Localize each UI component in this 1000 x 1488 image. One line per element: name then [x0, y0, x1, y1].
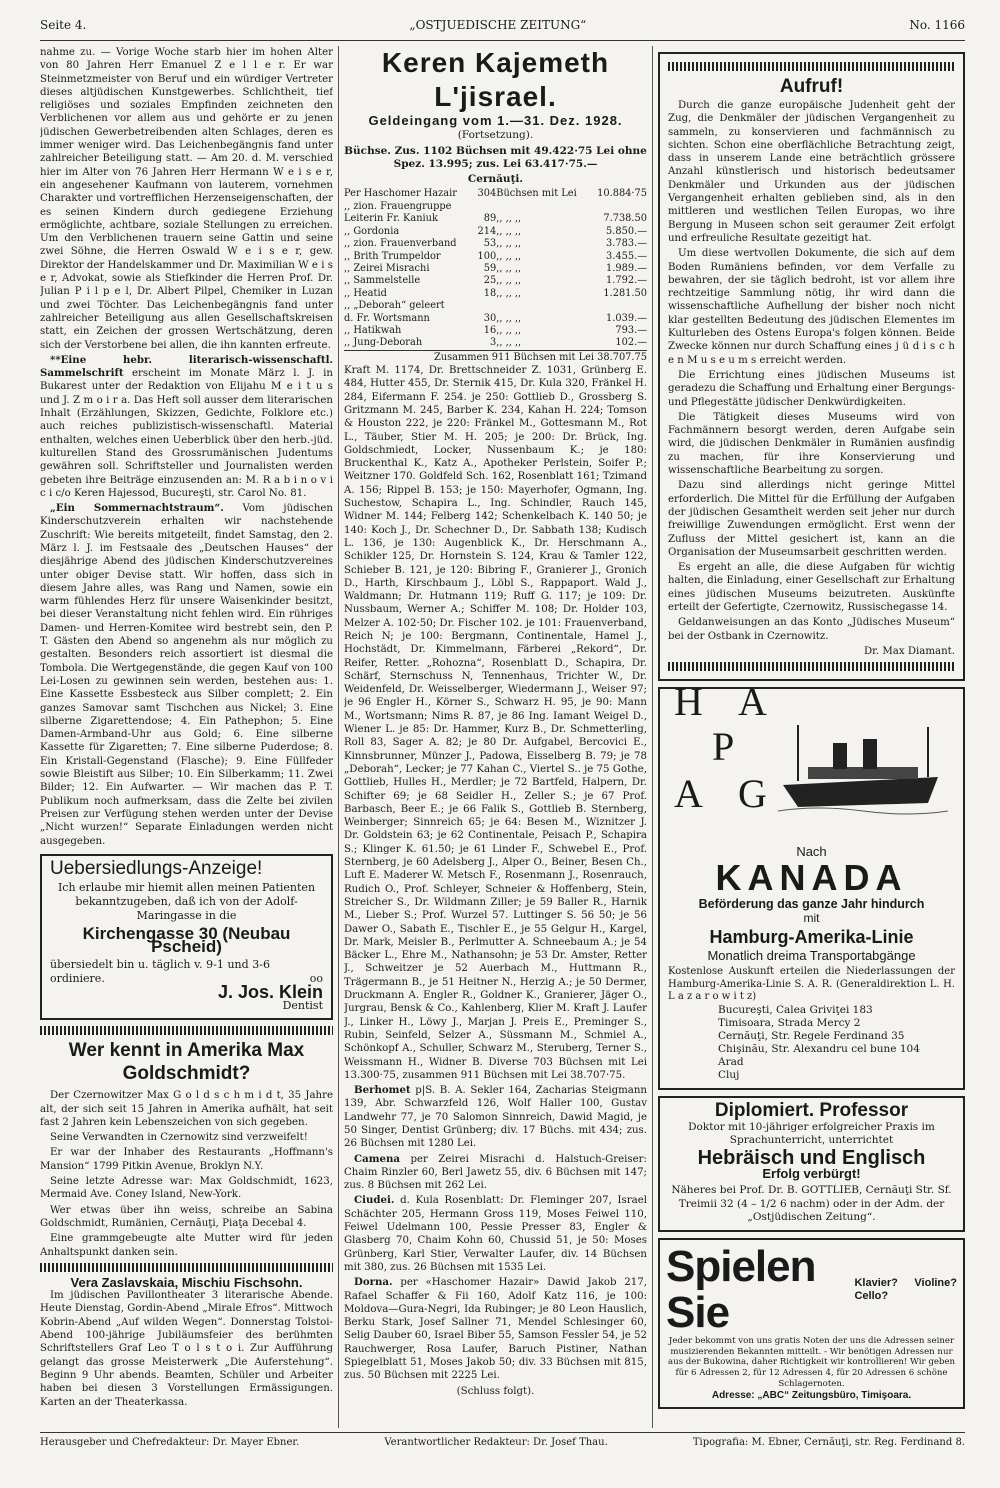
collection-unit: ,, ,, ,, — [496, 312, 522, 324]
collection-amount — [589, 300, 647, 312]
collection-unit: ,, ,, ,, — [496, 225, 522, 237]
page-footer — [40, 1432, 965, 1448]
literary-lead: **Eine hebr. literarisch-wissenschaftl. Sammelschrift — [40, 353, 333, 380]
collection-row — [344, 300, 647, 312]
berhomet-entry — [344, 1084, 647, 1150]
collection-count — [475, 201, 497, 213]
collection-count: 30 — [483, 312, 497, 324]
office-address: Bucureşti, Calea Griviţei 183 — [718, 1003, 873, 1016]
collection-row — [344, 188, 647, 200]
professor-contact: Näheres bei Prof. Dr. B. GOTTLIEB, Cernăuţi Str. Sf. Treimii 32 (4 – 1/2 6 nachm) oder in der Adm. der „Ostjüdischen Zeitung“. — [671, 1184, 952, 1223]
collection-row — [344, 313, 647, 325]
collection-unit — [496, 300, 589, 312]
collection-count: 53 — [483, 238, 497, 250]
collection-name: ,, Heatid — [344, 287, 387, 299]
music-offer: Jeder bekommt von uns gratis Noten der uns die Adressen seiner musizierenden Bekannten mitteilt. - Wir benötigen Adressen nur aus der Bukowina, daher Richtigkeit wir kontrollieren! Wir geben für 6 Adressen 2, für 12 Adressen 4, für 20 Adressen 6 schöne Schlagernoten. — [667, 1336, 956, 1389]
appeal-text: Die Tätigkeit dieses Museums wird von Fachmännern besorgt werden, deren Aufgabe sein wird, die jüdischen Denkmäler in Rumänien ausfindig zu machen, für ihre Konservierung und wissenschaftliche Bearbeitung zu sorgen. — [668, 411, 955, 477]
logo-letter: P — [712, 724, 735, 770]
kinder-notice — [40, 502, 333, 848]
collection-name: ,, zion. Frauengruppe — [344, 200, 452, 212]
missing-person-text: Seine Verwandten in Czernowitz sind verzweifelt! — [50, 1132, 308, 1144]
obituary-text: nahme zu. — Vorige Woche starb hier im hohen Alter von 80 Jahren Herr Emanuel Z e l l e r. Er war Steinmetzmeister von Beruf und ein würdiger Vertreter dieses altjüdischen Kunstgewerbes. Schlichtheit, tief religiöses und soziales Empfinden zeichneten den Verblichenen vor allem aus und gehörte er zu jenen jüdischen Gewerbetreibenden alten Schlages, deren es immer weniger wird. Das Leichenbegängnis fand unter zahlreicher Beteiligung statt. — Am 20. d. M. verschied hier im Alter von 76 Jahren Herr Hermann W e i s e r, ein angesehener Kaufmann von lauterem, vornehmen Charakter und vortrefflichen Herzenseigenschaften, der es seinen Kindern durch gediegene Erziehung ermöglichte, achtbare, soziale Stellungen zu erreichen. Um den Verblichenen trauern seine Gattin und seine zwei Söhne, die Herren Oswald W e i s e r, gew. Direktor der Handelskammer und Dr. Maximilian W e i s e r, Advokat, sowie als Stiefkinder die Herren Prof. Dr. Julian P i l p e l, Dr. Albert Pilpel, Chemiker in Luzan und zwei Töchter. Das Leichenbegängnis fand unter zahlreicher Beteiligung aus allen Gesellschaftskreisen statt, ein Zeichen der grossen Wertschätzung, deren sich der Verstorbene bei allen, die ihn kannten erfreute. — [40, 47, 333, 351]
relocation-address: Kirchengasse 30 (Neubau Pscheid) — [82, 924, 291, 957]
collection-count — [475, 300, 497, 312]
collection-name: Leiterin Fr. Kaniuk — [344, 213, 438, 225]
collection-count: 59 — [483, 262, 497, 274]
theater-title: Vera Zaslavskaia, Mischiu Fischsohn. — [70, 1274, 303, 1290]
place-name: Camena — [354, 1152, 400, 1165]
collection-name: ,, Gordonia — [344, 225, 400, 237]
collection-count: 100 — [477, 250, 497, 262]
collection-amount: 1.281.50 — [603, 287, 647, 299]
appeal-signature: Dr. Max Diamant. — [863, 645, 955, 657]
appeal-text: Die Errichtung eines jüdischen Museums ist geradezu die Schaffung und Erhaltung einer Bergungs- und Pflegestätte jüdischer Denkwürdigkeiten. — [668, 369, 955, 408]
ciudei-entry — [344, 1194, 647, 1274]
missing-person-text: Er war der Inhaber des Restaurants „Hoffmann's Mansion“ 1799 Pitkin Avenue, Broklyn N.Y. — [40, 1147, 333, 1172]
hapag-info: Kostenlose Auskunft erteilen die Niederlassungen der Hamburg-Amerika-Linie S. A. R. (Generaldirektion L. H. L a z a r o w i t z) — [668, 966, 955, 1003]
relocation-oo: oo — [309, 971, 323, 985]
logo-letter: A — [674, 771, 703, 817]
collection-row — [344, 288, 647, 300]
missing-person-text: Wer etwas über ihn weiss, schreibe an Sabina Goldschmidt, Rumänien, Cernăuţi, Piaţa Decebal 4. — [40, 1204, 333, 1229]
collection-unit: ,, ,, ,, — [496, 287, 522, 299]
missing-person-text: Eine grammgebeugte alte Mutter wird für jeden Anhaltspunkt danken sein. — [40, 1233, 333, 1258]
collection-table — [344, 188, 647, 349]
hapag-service: Beförderung das ganze Jahr hindurch — [698, 897, 925, 912]
office-address: Cluj — [718, 1068, 740, 1081]
closing-note: (Schluss folgt). — [456, 1385, 535, 1397]
collection-name: ,, Jung-Deborah — [344, 337, 423, 349]
collection-count: 89 — [483, 213, 497, 225]
appeal-text: Geldanweisungen an das Konto „Jüdisches Museum“ bei der Ostbank in Czernowitz. — [668, 617, 955, 642]
dentist-role: Dentist — [282, 999, 323, 1012]
collection-name: ,, Sammelstelle — [344, 275, 421, 287]
collection-unit: ,, ,, ,, — [496, 213, 522, 225]
collection-amount: 1.989.— — [606, 262, 647, 274]
dentist-name: J. Jos. Klein — [217, 981, 323, 1002]
collection-name: ,, Brith Trumpeldor — [344, 250, 441, 262]
kkl-continued: (Fortsetzung). — [457, 129, 534, 142]
place-name: Ciudei. — [354, 1194, 395, 1207]
page-label: Seite 4. — [40, 18, 87, 32]
appeal-title: Aufruf! — [779, 76, 844, 97]
collection-amount: 3.455.— — [606, 250, 647, 262]
editor: Verantwortlicher Redakteur: Dr. Josef Thau. — [384, 1437, 608, 1448]
collection-total: Zusammen 911 Büchsen mit Lei 38.707.75 — [344, 350, 647, 364]
running-header — [40, 18, 965, 41]
place-text: p|S. B. A. Sekler 164, Zacharias Steigmann 139, Abr. Schwarzfeld 126, Wolf Haller 100, Gustav Landwehr 77, je 70 Salomon Sinnreich, Dawid Magid, je 50 Singer, Dentist Grünberg; div. 17 Büchs. mit 434; zus. 26 Büchsen mit 1280 Lei. — [344, 1085, 647, 1150]
collection-amount: 3.783.— — [606, 238, 647, 250]
collection-count: 25 — [483, 275, 497, 287]
divider — [668, 662, 955, 671]
column-middle — [344, 46, 647, 1428]
collection-count: 3 — [490, 337, 497, 349]
kinder-text: Vom jüdischen Kinderschutzverein erhalten wir nachstehende Zuschrift: Wie bereits mitgeteilt, findet Samstag, den 2. März l. J. im Festsaale des „Deutschen Hauses“ der diesjährige Abend des jüdischen Kinderschutzvereines unter obiger Devise statt. Wir hoffen, dass sich in diesem Jahre alles, was Rang und Namen, sowie ein warm fühlendes Herz für unsere Waisenkinder besitzt, bei dieser Veranstaltung nicht fehlen wird. Ein rühriges Damen- und Herren-Komitee wird bestrebt sein, den P. T. Gästen den Abend so angenehm als nur möglich zu gestalten. Besonders reich assortiert ist diesmal die Tombola. Die Wertgegenstände, die gegen Kauf von 100 Lei-Losen zu gewinnen sein werden, bestehen aus: 1. Eine Kassette Essbesteck aus Silber complett; 2. Ein ganzes Samovar samt Tischchen aus Nickel; 3. Eine silberne Zigarettendose; 4. Ein Pathephon; 5. Eine Damen-Armband-Uhr aus Gold; 6. Eine silberne Kassette für Zigaretten; 7. Eine silberne Puderdose; 8. Ein Kristall-Gegenstand (Flasche); 9. Eine Füllfeder sowie Bleistift aus Silber; 10. Ein Silberkamm; 11. Zwei Bilder; 12. Ein Aufwarter. — Wir machen das P. T. Publikum noch aufmerksam, dass die Zelte bei zivilen Preisen zur Verfügung stehen werden unter der Devise „Nicht wurzen!“ Separate Einladungen werden nicht ausgegeben. — [40, 503, 333, 847]
collection-count: 304 — [477, 188, 497, 200]
collection-name: d. Fr. Wortsmann — [344, 312, 430, 324]
hapag-ad — [658, 679, 965, 1090]
donor-list: Kraft M. 1174, Dr. Brettschneider Z. 1031, Grünberg E. 484, Hutter 455, Dr. Sternik 415, Dr. Kula 320, Fränkel H. 284, Eifermann F. 254. je 250: Gottlieb D., Grossberg S. Gritzmann M. 245, Barber K. 234, Kahan H. 224; Tomson & Houston 222, je 220: Fränkel M., Gottesmann M., Rot L., Täuber, Stier M. H. 205; je 200: Dr. Brück, Ing. Goldschmiedt, Locker, Nussenbaum K.; je 180: Bruckenthal K., Katz A., Apotheker Perlstein, Soifer P.; Weitzner 170. Goldfeld Sch. 162, Rosenblatt 161; Tzimand A. 156; Rippel B. 153; je 150: Mayerhofer, Ogmann, Ing. Suchestow, Schapira L., Ing. Schindler, Rauch 145, Widner M. 144; Felberg 142; Schenkelbach K. 140 50; je 140: Koch J., Dr. Schechner D., Dr. Sabbath 138; Kudisch L. 136, je 130: Augenblick K., Dr. Herschmann A., Schikler 125, Dr. Hornstein S. 124, Krau & Tamler 122, Schieber B. 121, je 120: Bibring F., Granierer J., Gronich D., Harth, Kirschbaum J., Löbl S., Rappaport. Wald J., Waldmann; Dr. Hutmann 119; Ruff G. 117; je 109: Dr. Nussbaum, Werner A.; Schiffer M. 108; Dr. Holder 103, Melzer A. 102·50; Dr. Fischer 102. je 101: Frauenverband, Reich N; je 100: Bergmann, Continentale, Hamel J., Hochstädt, Dr. Kimmelmann, Färberei „Rekord“, Dr. Reifer, Retter. „Rohozna“, Rosenblatt D., Schapira, Dr. Schärf, Sternschuss N, Tennenhaus, Trichter W., Dr. Weidenfeld, Dr. Weisselberger, Wiedermann J., Weiser 97; je 96 Engler H., Körner S., Schwarz H. 95, je 90: Mann M., Wortsmann; Nims R. 87, je 86 Ing. Iamant Weigel D., Wiener L. je 85: Dr. Hammer, Kurz B., Dr. Schmetterling, Roll 83, Sager A. 82; je 80 Dr. Aufgabel, Bercovici E., Kinnsbrunner, Münzer J., Padowa, Eisselberg B. 79; je 78 „Deborah“, Lecker; je 77 Kahan C., Viertel S.. je 75 Gothe, Gottlieb, Hulles H., Merdler; je 72 Bartfeld, Halpern, Dr. Schifter 69; je 68 Seidler H., Zeller S.; je 67 Prof. Barbasch, Beer E.; je 66 Falik S., Gottlieb B. Sternberg, Weinberger; Sinnreich 65; je 64: Besen M., Wiznitzer J. Dr. Goldstein 63; je 62 Continentale, Peisach P., Schapira S.; Klinger K. 61.50; je 61 Linder F., Schwebel E., Prof. Sternberg, je 60 Adelsberg J., Alper O., Beiner, Besen Ch., Luft E. Maderer W. Metsch F., Rosenmann J., Rosenrauch, Rudich O., Prof. Schleyer, Schneier & Hoffenberg, Stein, Streicher S., Dr. Wildmann Ziller; je 59 Baller R., Harnik M., Lieber S.; Prof. Wurzel 57. Luttinger S. 56 50; je 56 Dawer O., Sabath E., Tischler E., je 55 Gelgur H., Kargel, Dr. Mark, Meisler B., Perlmutter A. Schneebaum A.; je 54 Bäcker L., Ehre M., Nathansohn; je 53 Dr. Amster, Retter J., Schweitzer je 52 Auerbach M., Huttmann R., Trägermann B., je 51 Heitner N., Herzig A.; je 50 Dermer, Druckmann A. Engler R., Goldner K., Granierer, Jäger O., Jurgrau, Bensk & Co., Kahlenberg, Klier M. Kraft J. Laufer J., Linker H., Löwy J., Marjan J. Preis E., Preminger S., Rubin, Seinfeld, Selzer A., Süssmann M., Schmiel A., Schönkopf A., Schuller, Schwarz M., Steruberg, Terner S., Weissmann H., Widner B. Diverse 703 Büchsen mit Lei 13.300·75, zusammen 911 Büchsen mit Lei 38.707·75. — [344, 365, 647, 1081]
collection-amount — [589, 201, 647, 213]
collection-row — [344, 275, 647, 287]
theater-text: Im jüdischen Pavillontheater 3 literarische Abende. Heute Dienstag, Gordin-Abend „Mirale Efros“. Mittwoch Kobrin-Abend „Auf wilden Wegen“. Donnerstag Tolstoi-Abend 100-jährige Jubiläumsfeier des berühmten Schriftstellers Graf Leo T o l s t o i. Zur Aufführung gelangt das grosse Meisterwerk „Die Auferstehung“. Beginn 9 Uhr abends. Beamten, Schüler und Arbeiter haben bei diesen 3 Vorstellungen Ermässigungen. Karten an der Theaterkassa. — [40, 1290, 333, 1408]
collection-amount: 1.039.— — [606, 312, 647, 324]
collection-count: 214 — [477, 225, 497, 237]
steamship-icon — [778, 715, 948, 825]
office-address: Chişinău, Str. Alexandru cel bune 104 — [718, 1042, 920, 1055]
relocation-text: Ich erlaube mir hiemit allen meinen Patienten bekanntzugeben, daß ich von der Adolf-Maringasse in die — [57, 881, 316, 923]
professor-title: Diplomiert. Professor — [714, 1099, 909, 1121]
column-right — [658, 46, 965, 1428]
collection-unit: Büchsen mit Lei — [496, 188, 577, 200]
hapag-offices — [668, 1004, 955, 1082]
divider — [40, 1026, 333, 1035]
column-rule — [652, 46, 653, 1428]
collection-count: 16 — [483, 324, 497, 336]
collection-amount: 7.738.50 — [603, 213, 647, 225]
literary-notice — [40, 354, 333, 500]
collection-row — [344, 337, 647, 349]
collection-amount: 102.— — [615, 337, 647, 349]
kkl-title: Keren Kajemeth L'jisrael. — [381, 47, 610, 112]
hapag-line: Hamburg-Amerika-Linie — [709, 927, 914, 948]
appeal-text: Es ergeht an alle, die diese Aufgaben für wichtig halten, die Einladung, einer Gesellschaft zur Erhaltung eines jüdischen Museums beizutreten. Auskünfte erteilt der Gefertigte, Czernowitz, Russischegasse 14. — [668, 562, 955, 613]
hapag-monthly: Monatlich dreima Transportabgänge — [707, 948, 916, 964]
collection-row — [344, 201, 647, 213]
music-ad — [658, 1238, 965, 1408]
printer: Tipografia: M. Ebner, Cernăuţi, str. Reg. Ferdinand 8. — [692, 1437, 965, 1448]
logo-letter: A — [738, 679, 767, 725]
collection-row — [344, 325, 647, 337]
publisher: Herausgeber und Chefredakteur: Dr. Mayer Ebner. — [40, 1437, 300, 1448]
collection-count: 18 — [483, 287, 497, 299]
missing-person-text: Der Czernowitzer Max G o l d s c h m i d t, 35 Jahre alt, der sich seit 15 Jahren in Amerika aufhält, hat seit fast 2 Jahren kein Lebenszeichen von sich gegeben. — [40, 1090, 333, 1128]
appeal-text: Um diese wertvollen Dokumente, die sich auf dem Boden Rumäniens befinden, vor dem Verfalle zu bewahren, der sie täglich bedroht, ist vor allem ihre rechtzeitige Sammlung nötig, ihr wird dann die wissenschaftliche Aufhellung der bisher noch nicht klar gestellten Bedeutung des jüdischen Elementes im Kulturleben des Ostens Europa's folgen können. Beide Zwecke können nur durch Schaffung eines j ü d i s c h e n M u s e u m s erreicht werden. — [668, 248, 955, 366]
collection-name: ,, Zeirei Misrachi — [344, 262, 430, 274]
professor-guarantee: Erfolg verbürgt! — [762, 1166, 861, 1182]
collection-row — [344, 263, 647, 275]
paper-title: „OSTJUEDISCHE ZEITUNG“ — [409, 18, 587, 32]
dorna-entry — [344, 1276, 647, 1382]
professor-languages: Hebräisch und Englisch — [697, 1146, 926, 1169]
literary-text: erscheint im Monate März l. J. in Bukarest unter der Redaktion von Elijahu M e i t u s und J. Z m o i r a. Das Heft soll ausser dem literarischen Inhalt (Erzählungen, Skizzen, Gedichte, Folklore etc.) auch reiches publizistisch-wissenschaftl. Material enthalten, welches einen Ueberblick über den herb.-jüd. kulturellen Stand des Grossrumänischen Judentums gewähren soll. Schriftsteller und Journalisten werden gebeten ihre Beiträge einzusenden an: M. R a b i n o v i c i c/o Keren Hajessod, Bucureşti, str. Carol No. 81. — [40, 368, 333, 499]
divider — [668, 62, 955, 71]
collection-unit: ,, ,, ,, — [496, 250, 522, 262]
missing-person-title: Wer kennt in Amerika Max Goldschmidt? — [68, 1040, 305, 1085]
collection-row — [344, 213, 647, 225]
city-heading: Cernăuţi. — [467, 173, 524, 186]
column-left — [40, 46, 333, 1428]
collection-amount: 1.792.— — [606, 275, 647, 287]
collection-name: Per Haschomer Hazair — [344, 188, 457, 200]
kkl-subtitle: Geldeingang vom 1.—31. Dez. 1928. — [368, 113, 623, 128]
collection-amount: 10.884·75 — [597, 188, 647, 200]
collection-amount: 793.— — [615, 324, 647, 336]
kinder-lead: „Ein Sommernachtstraum“. — [50, 502, 224, 515]
hapag-nach: Nach — [796, 844, 827, 860]
place-name: Berhomet — [354, 1084, 411, 1097]
relocation-ad — [40, 854, 333, 1020]
office-address: Cernăuţi, Str. Regele Ferdinand 35 — [718, 1029, 905, 1042]
column-rule — [338, 46, 339, 1428]
office-address: Arad — [718, 1055, 744, 1068]
appeal-text: Dazu sind allerdings nicht geringe Mittel erforderlich. Die Mittel für die Erfüllung der Aufgaben der jüdischen Gesamtheit werden seit jeher nur durch freiwillige Zuwendungen ermöglicht. Erst wenn der Zufluss der Mittel gesichert ist, kann an die Organisation der Museumsarbeit geschritten werden. — [668, 480, 955, 558]
hapag-kanada: KANADA — [715, 857, 908, 899]
collection-name: ,, zion. Frauenverband — [344, 238, 457, 250]
collection-unit: ,, ,, ,, — [496, 238, 522, 250]
collection-name: ,, Hatikwah — [344, 324, 402, 336]
hapag-mit: mit — [803, 910, 820, 925]
issue-number: No. 1166 — [909, 18, 965, 32]
collection-unit: ,, ,, ,, — [496, 337, 522, 349]
divider — [40, 1263, 333, 1272]
collection-name: ,, „Deborah“ geleert — [344, 300, 445, 312]
missing-person-text: Seine letzte Adresse war: Max Goldschmidt, 1623, Mermaid Ave. Coney Island, New-York. — [40, 1176, 333, 1201]
professor-text: Doktor mit 10-jähriger erfolgreicher Praxis im Sprachunterricht, unterrichtet — [688, 1121, 935, 1147]
relocation-hours: übersiedelt bin u. täglich v. 9-1 und 3-6 ordiniere. — [50, 957, 270, 985]
place-text: d. Kula Rosenblatt: Dr. Fleminger 207, Israel Schächter 205, Hermann Gross 119, Moses Feiwel 110, Feiwel Udelmann 100, Pessie Presser 83, Engler & Glasberg 70, Chaim Kohn 60, Chussid 51, je 50: Moses Grünberg, Karl Stier, Verwalter Laufer, div. 14 Büchsen mit 380, zus. 26 Büchsen mit 1535 Lei. — [344, 1195, 647, 1273]
hapag-logo — [668, 679, 955, 845]
office-address: Timisoara, Strada Mercy 2 — [718, 1016, 861, 1029]
music-headline: Spielen Sie — [666, 1242, 816, 1338]
logo-letter: H — [674, 679, 703, 725]
collection-unit: ,, ,, ,, — [496, 275, 522, 287]
logo-letter: G — [738, 771, 767, 817]
professor-ad — [658, 1096, 965, 1232]
appeal-box — [658, 52, 965, 681]
place-text: per Zeirei Misrachi d. Halstuch-Greiser: Chaim Rinzler 60, Berl Jawetz 55, div. 6 Büchsen mit 147; zus. 8 Büchsen mit 262 Lei. — [344, 1153, 647, 1192]
appeal-text: Durch die ganze europäische Judenheit geht der Zug, die Denkmäler der jüdischen Vergangenheit zu sammeln, zu konservieren und fachmännisch zu sichten. Schon eine oberflächliche Betrachtung zeigt, dass in unserem Lande eine beträchtlich grössere Anzahl künstlerisch und historisch bedeutsamer Denkmäler und Urkunden aus der jüdischen Vergangenheit erhalten geblieben sind, als in den mittleren und westlichen Teilen Europas, wo ihre Bergung in Museen schon seit geraumer Zeit erfolgt und erfreuliche Resultate gezeitigt hat. — [668, 100, 955, 244]
place-name: Dorna. — [354, 1276, 393, 1289]
collection-unit — [496, 201, 589, 213]
collection-row — [344, 238, 647, 250]
camena-entry — [344, 1153, 647, 1193]
collection-amount: 5.850.— — [606, 225, 647, 237]
place-text: per «Haschomer Hazair» Dawid Jakob 217, Rafael Schaffer & Fii 160, Adolf Katz 116, je 100: Moldova—Gura-Negri, Ida Rubinger; je 80 Leon Hauslich, Berku Stark, Josef Sallner 71, Mendel Schlesinger 60, Selig Dauber 60, Israel Biber 55, Samson Fessler 54, je 52 Rauchwerger, Rosa Laufer, Baruch Pistiner, Nathan Spiegelblatt 51, Moses Jakob 50; div. 33 Büchsen mit 815, zus. 50 Büchsen mit 2225 Lei. — [344, 1277, 647, 1382]
kkl-summary: Büchse. Zus. 1102 Büchsen mit 49.422·75 Lei ohne Spez. 13.995; zus. Lei 63.417·75.— — [344, 144, 647, 170]
collection-unit: ,, ,, ,, — [496, 262, 522, 274]
relocation-title: Uebersiedlungs-Anzeige! — [50, 857, 263, 879]
music-instruments: Klavier? Violine? Cello? — [854, 1276, 957, 1303]
music-address: Adresse: „ABC“ Zeitungsbüro, Timişoara. — [711, 1390, 912, 1402]
collection-unit: ,, ,, ,, — [496, 324, 522, 336]
collection-row — [344, 226, 647, 238]
collection-row — [344, 251, 647, 263]
